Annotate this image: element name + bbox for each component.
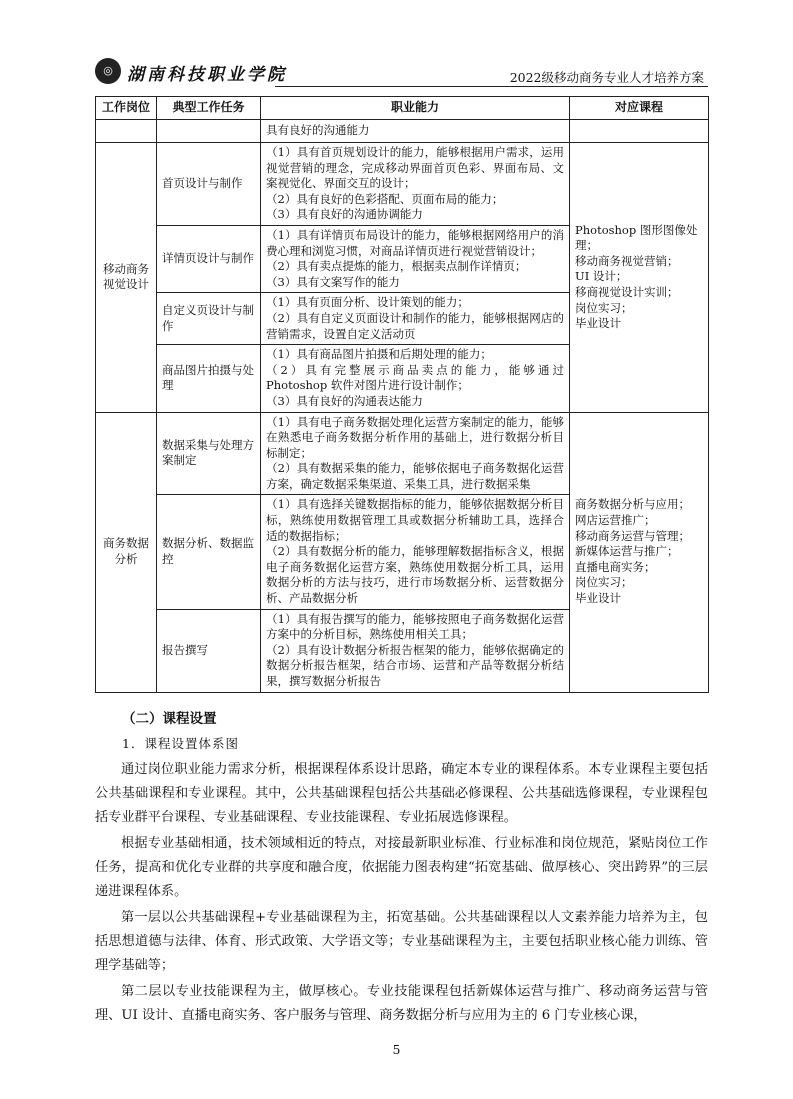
column-header: 典型工作任务 xyxy=(157,97,261,120)
table-cell xyxy=(96,120,157,143)
course-item: UI 设计； xyxy=(575,269,628,284)
ability-cell xyxy=(261,293,570,345)
course-item: 毕业设计 xyxy=(575,591,621,606)
header-rule xyxy=(275,86,708,87)
position-cell: 商务数据分析 xyxy=(96,412,157,692)
course-item: 岗位实习； xyxy=(575,300,633,315)
course-item: Photoshop 图形图像处理； xyxy=(575,222,698,253)
table-row xyxy=(96,143,709,226)
table-header-row xyxy=(96,97,709,120)
table-row xyxy=(96,412,709,495)
course-cell xyxy=(570,143,709,413)
ability-cell xyxy=(261,143,570,226)
column-header: 对应课程 xyxy=(570,97,709,120)
ability-cell xyxy=(261,412,570,495)
column-header: 工作岗位 xyxy=(96,97,157,120)
task-cell: 报告撰写 xyxy=(157,609,261,692)
task-cell: 自定义页设计与制作 xyxy=(157,293,261,345)
ability-cell xyxy=(261,345,570,412)
course-item: 网店运营推广； xyxy=(575,513,656,528)
ability-line: （2）具有良好的色彩搭配、页面布局的能力； xyxy=(266,191,504,206)
position-cell: 移动商务视觉设计 xyxy=(96,143,157,413)
ability-line: （2）具有数据分析的能力，能够理解数据指标含义，根据电子商务数据化运营方案，熟练使用数据分析工具，运用数据分析的方法与技巧，进行市场数据分析、运营数据分析、产品数据分析 xyxy=(266,544,564,606)
school-logo-icon: ◎ xyxy=(95,58,121,84)
course-item: 移商视觉设计实训； xyxy=(575,285,679,300)
table-row xyxy=(96,120,709,143)
ability-line: （1）具有电子商务数据处理化运营方案制定的能力，能够在熟悉电子商务数据分析作用的基础上，进行数据分析目标制定； xyxy=(266,414,564,460)
ability-line: （3）具有良好的沟通表达能力 xyxy=(266,393,423,408)
ability-line: （1）具有商品图片拍摄和后期处理的能力； xyxy=(266,347,492,362)
course-item: 新媒体运营与推广； xyxy=(575,544,679,559)
subsection-title: 1．课程设置体系图 xyxy=(122,736,239,751)
body-text xyxy=(95,758,708,1030)
course-item: 商务数据分析与应用； xyxy=(575,497,690,512)
ability-line: （2）具有设计数据分析报告框架的能力，能够依据确定的数据分析报告框架，结合市场、运营和产品等数据分析结果，撰写数据分析报告 xyxy=(266,642,564,688)
document-title: 2022级移动商务专业人才培养方案 xyxy=(509,70,704,85)
task-cell: 首页设计与制作 xyxy=(157,143,261,226)
ability-cell xyxy=(261,225,570,292)
ability-cell: 具有良好的沟通能力 xyxy=(261,120,570,143)
ability-cell xyxy=(261,609,570,692)
course-item: 直播电商实务； xyxy=(575,559,656,574)
ability-line: （1）具有报告撰写的能力，能够按照电子商务数据化运营方案中的分析目标，熟练使用相关工具； xyxy=(266,611,564,642)
page-number: 5 xyxy=(392,1042,401,1057)
course-item: 毕业设计 xyxy=(575,316,621,331)
course-item: 移动商务视觉营销； xyxy=(575,253,679,268)
course-cell xyxy=(570,412,709,692)
ability-line: （2）具有自定义页面设计和制作的能力，能够根据网店的营销需求，设置自定义活动页 xyxy=(266,310,564,341)
ability-line: （1）具有页面分析、设计策划的能力； xyxy=(266,295,469,310)
ability-course-table xyxy=(95,96,709,693)
ability-line: （2）具有完整展示商品卖点的能力，能够通过 Photoshop 软件对图片进行设计制作； xyxy=(266,362,564,393)
paragraph: 通过岗位职业能力需求分析，根据课程体系设计思路，确定本专业的课程体系。本专业课程主要包括公共基础课程和专业课程。其中，公共基础课程包括公共基础必修课程、公共基础选修课程，专业课程包括专业群平台课程、专业基础课程、专业技能课程、专业拓展选修课程。 xyxy=(95,762,708,825)
column-header: 职业能力 xyxy=(261,97,570,120)
ability-line: （1）具有选择关键数据指标的能力，能够依据数据分析目标，熟练使用数据管理工具或数据分析辅助工具，选择合适的数据指标； xyxy=(266,497,564,543)
task-cell: 商品图片拍摄与处理 xyxy=(157,345,261,412)
ability-line: （1）具有详情页布局设计的能力，能够根据网络用户的消费心理和浏览习惯，对商品详情页进行视觉营销设计； xyxy=(266,227,564,258)
paragraph: 第一层以公共基础课程+专业基础课程为主，拓宽基础。公共基础课程以人文素养能力培养为主，包括思想道德与法律、体育、形式政策、大学语文等；专业基础课程为主，主要包括职业核心能力训练、管理学基础等； xyxy=(95,910,708,973)
section-title: （二）课程设置 xyxy=(122,711,217,727)
ability-line: （3）具有文案写作的能力 xyxy=(266,274,400,289)
task-cell: 数据分析、数据监控 xyxy=(157,495,261,609)
task-cell: 详情页设计与制作 xyxy=(157,225,261,292)
ability-line: （3）具有良好的沟通协调能力 xyxy=(266,207,423,222)
table-cell xyxy=(570,120,709,143)
ability-line: （2）具有数据采集的能力，能够依据电子商务数据化运营方案，确定数据采集渠道、采集工具，进行数据采集 xyxy=(266,461,564,491)
paragraph: 根据专业基础相通，技术领域相近的特点，对接最新职业标准、行业标准和岗位规范，紧贴岗位工作任务，提高和优化专业群的共享度和融合度，依据能力图表构建“拓宽基础、做厚核心、突出跨界”的三层递进课程体系。 xyxy=(95,836,708,899)
table-cell xyxy=(157,120,261,143)
ability-line: （1）具有首页规划设计的能力，能够根据用户需求，运用视觉营销的理念，完成移动界面首页色彩、界面布局、文案视觉化、界面交互的设计； xyxy=(266,145,564,191)
ability-line: （2）具有卖点提炼的能力，根据卖点制作详情页； xyxy=(266,259,527,274)
paragraph: 第二层以专业技能课程为主，做厚核心。专业技能课程包括新媒体运营与推广、移动商务运营与管理、UI 设计、直播电商实务、客户服务与管理、商务数据分析与应用为主的 6 门专业核心课， xyxy=(95,984,708,1023)
course-item: 岗位实习； xyxy=(575,575,633,590)
task-cell: 数据采集与处理方案制定 xyxy=(157,412,261,495)
course-item: 移动商务运营与管理； xyxy=(575,528,690,543)
school-name: 湖南科技职业学院 xyxy=(127,65,287,85)
ability-cell xyxy=(261,495,570,609)
page-header xyxy=(95,58,708,90)
